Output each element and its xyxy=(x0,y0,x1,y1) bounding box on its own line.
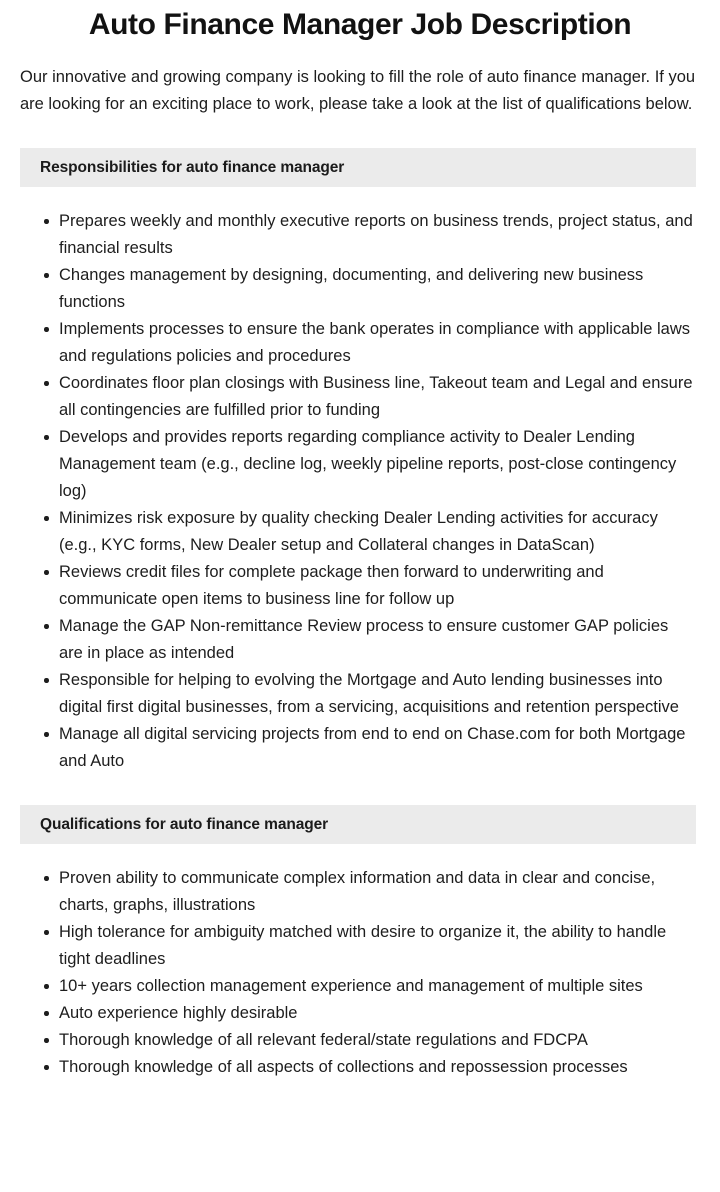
section-header-responsibilities xyxy=(20,148,696,187)
list-item: Thorough knowledge of all relevant federal/state regulations and FDCPA xyxy=(59,1027,696,1054)
list-item: Reviews credit files for complete package then forward to underwriting and communicate open items to business line for follow up xyxy=(59,559,696,613)
section-header-label: Responsibilities for auto finance manager xyxy=(40,158,345,176)
page-title: Auto Finance Manager Job Description xyxy=(88,8,632,41)
list-item: Auto experience highly desirable xyxy=(59,1000,696,1027)
intro-paragraph: Our innovative and growing company is looking to fill the role of auto finance manager. If you are looking for an exciting place to work, please take a look at the list of qualifications below. xyxy=(20,68,696,113)
responsibilities-list xyxy=(0,208,720,775)
list-item: Manage the GAP Non-remittance Review process to ensure customer GAP policies are in place as intended xyxy=(59,613,696,667)
section-qualifications xyxy=(0,805,720,1081)
list-item: Coordinates floor plan closings with Business line, Takeout team and Legal and ensure all contingencies are fulfilled prior to funding xyxy=(59,370,696,424)
list-item: Develops and provides reports regarding compliance activity to Dealer Lending Management team (e.g., decline log, weekly pipeline reports, post-close contingency log) xyxy=(59,424,696,505)
list-item: Changes management by designing, documenting, and delivering new business functions xyxy=(59,262,696,316)
section-responsibilities xyxy=(0,148,720,775)
list-item: 10+ years collection management experience and management of multiple sites xyxy=(59,973,696,1000)
list-item: Proven ability to communicate complex information and data in clear and concise, charts, graphs, illustrations xyxy=(59,865,696,919)
list-item: Minimizes risk exposure by quality checking Dealer Lending activities for accuracy (e.g., KYC forms, New Dealer setup and Collateral changes in DataScan) xyxy=(59,505,696,559)
list-item: Prepares weekly and monthly executive reports on business trends, project status, and financial results xyxy=(59,208,696,262)
list-item: Thorough knowledge of all aspects of collections and repossession processes xyxy=(59,1054,696,1081)
list-item: High tolerance for ambiguity matched with desire to organize it, the ability to handle tight deadlines xyxy=(59,919,696,973)
qualifications-list xyxy=(0,865,720,1081)
section-header-label: Qualifications for auto finance manager xyxy=(40,815,329,833)
list-item: Implements processes to ensure the bank operates in compliance with applicable laws and regulations policies and procedures xyxy=(59,316,696,370)
list-item: Manage all digital servicing projects from end to end on Chase.com for both Mortgage and Auto xyxy=(59,721,696,775)
list-item: Responsible for helping to evolving the Mortgage and Auto lending businesses into digital first digital businesses, from a servicing, acquisitions and retention perspective xyxy=(59,667,696,721)
section-header-qualifications xyxy=(20,805,696,844)
